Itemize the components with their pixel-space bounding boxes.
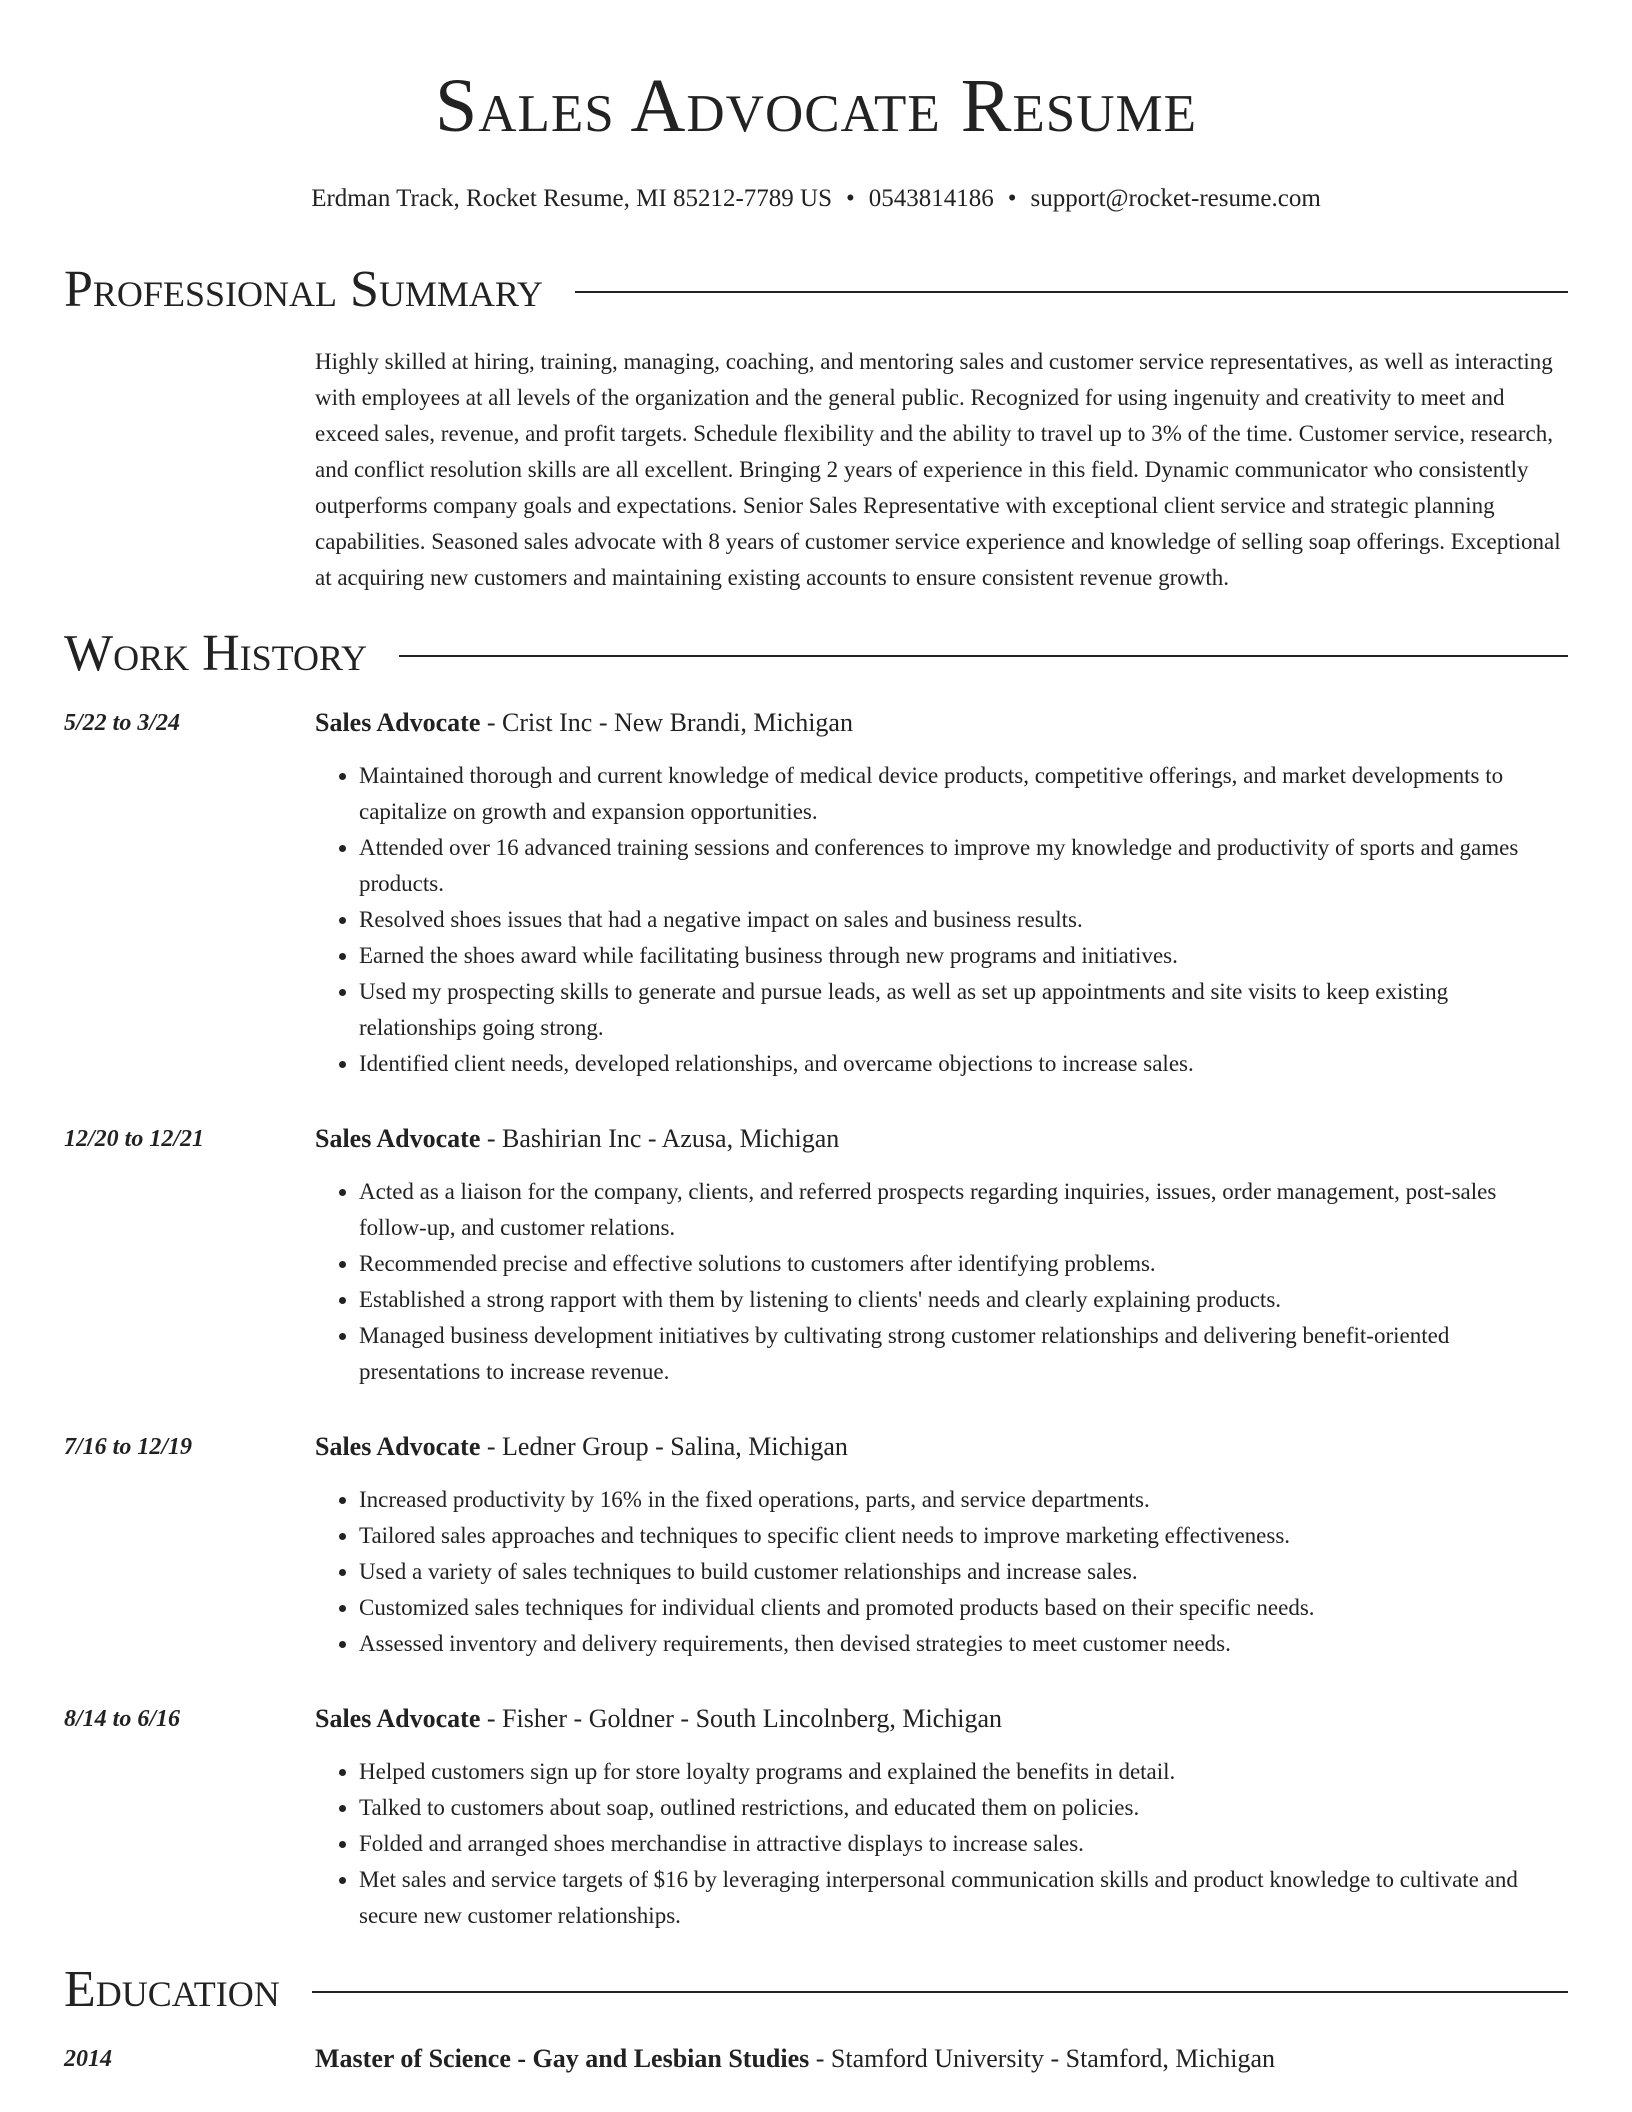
list-item: • Acted as a liaison for the company, clients, and referred prospects regarding inquiries, issues, order management, post-sales follow-up, and customer relations.: [359, 1174, 1568, 1246]
job-role: Sales Advocate: [315, 1432, 481, 1461]
job-role: Sales Advocate: [315, 708, 481, 737]
contact-line: [64, 184, 1568, 214]
job-role: Sales Advocate: [315, 1124, 481, 1153]
job-dates: 12/20 to 12/21: [64, 1126, 205, 1152]
job-dates: 8/14 to 6/16: [64, 1706, 181, 1732]
job-details: - Crist Inc - New Brandi, Michigan: [480, 708, 853, 737]
list-item: • Tailored sales approaches and techniques to specific client needs to improve marketing effectiveness.: [359, 1518, 1568, 1554]
job-dates: 7/16 to 12/19: [64, 1434, 193, 1460]
job-bullets: [315, 1482, 1568, 1662]
summary-text: Highly skilled at hiring, training, managing, coaching, and mentoring sales and customer service representatives, as well as interacting with employees at all levels of the organization and the general public. Recognized for using ingenuity and creativity to meet and exceed sales, revenue, and profit targets. Schedule flexibility and the ability to travel up to 3% of the time. Customer service, research, and conflict resolution skills are all excellent. Bringing 2 years of experience in this field. Dynamic communicator who consistently outperforms company goals and expectations. Senior Sales Representative with exceptional client service and strategic planning capabilities. Seasoned sales advocate with 8 years of customer service experience and knowledge of selling soap offerings. Exceptional at acquiring new customers and maintaining existing accounts to ensure consistent revenue growth.: [315, 349, 1561, 590]
list-item: • Attended over 16 advanced training sessions and conferences to improve my knowledge and productivity of sports and games products.: [359, 830, 1568, 902]
contact-phone: 0543814186: [868, 185, 994, 212]
contact-separator: •: [1007, 185, 1017, 212]
job-entry: [64, 706, 1568, 1082]
job-title-line: [315, 1702, 1568, 1736]
job-title-line: [315, 1122, 1568, 1156]
section-divider: [399, 655, 1568, 657]
job-role: Sales Advocate: [315, 1704, 481, 1733]
section-divider: [575, 291, 1568, 293]
list-item: • Used my prospecting skills to generate and pursue leads, as well as set up appointments and site visits to keep existing relationships going strong.: [359, 974, 1568, 1046]
job-entry: [64, 1430, 1568, 1662]
job-entry: [64, 1702, 1568, 1934]
job-bullets: [315, 758, 1568, 1082]
job-bullets: [315, 1174, 1568, 1390]
section-divider: [312, 1991, 1568, 1993]
job-body: [315, 1430, 1568, 1662]
job-body: [315, 706, 1568, 1082]
list-item: • Helped customers sign up for store loyalty programs and explained the benefits in detail.: [359, 1754, 1568, 1790]
education-year: 2014: [64, 2046, 112, 2072]
education-heading: Education: [64, 1961, 280, 2018]
list-item: • Managed business development initiatives by cultivating strong customer relationships and delivering benefit-oriented presentations to increase revenue.: [359, 1318, 1568, 1390]
list-item: • Folded and arranged shoes merchandise in attractive displays to increase sales.: [359, 1826, 1568, 1862]
education-entry: [64, 2042, 1568, 2076]
list-item: • Assessed inventory and delivery requirements, then devised strategies to meet customer needs.: [359, 1626, 1568, 1662]
contact-separator: •: [845, 185, 855, 212]
job-dates: 5/22 to 3/24: [64, 710, 181, 736]
summary-heading: Professional Summary: [64, 261, 543, 318]
education-line: [315, 2042, 1275, 2076]
work-heading: Work History: [64, 625, 368, 682]
resume-title: Sales Advocate Resume: [434, 64, 1198, 148]
job-title-line: [315, 706, 1568, 740]
list-item: • Customized sales techniques for individual clients and promoted products based on their specific needs.: [359, 1590, 1568, 1626]
education-section-heading: [64, 1960, 1568, 2020]
list-item: • Met sales and service targets of $16 by leveraging interpersonal communication skills and product knowledge to cultivate and secure new customer relationships.: [359, 1862, 1568, 1934]
job-entry: [64, 1122, 1568, 1390]
list-item: • Established a strong rapport with them by listening to clients' needs and clearly explaining products.: [359, 1282, 1568, 1318]
list-item: • Earned the shoes award while facilitating business through new programs and initiatives.: [359, 938, 1568, 974]
summary-section-heading: [64, 260, 1568, 320]
list-item: • Increased productivity by 16% in the fixed operations, parts, and service departments.: [359, 1482, 1568, 1518]
job-body: [315, 1122, 1568, 1390]
job-bullets: [315, 1754, 1568, 1934]
list-item: • Used a variety of sales techniques to build customer relationships and increase sales.: [359, 1554, 1568, 1590]
job-details: - Fisher - Goldner - South Lincolnberg, Michigan: [480, 1704, 1002, 1733]
job-title-line: [315, 1430, 1568, 1464]
list-item: • Resolved shoes issues that had a negative impact on sales and business results.: [359, 902, 1568, 938]
job-details: - Ledner Group - Salina, Michigan: [480, 1432, 848, 1461]
list-item: • Maintained thorough and current knowledge of medical device products, competitive offerings, and market developments to capitalize on growth and expansion opportunities.: [359, 758, 1568, 830]
job-details: - Bashirian Inc - Azusa, Michigan: [480, 1124, 840, 1153]
contact-address: Erdman Track, Rocket Resume, MI 85212-7789 US: [311, 185, 832, 212]
education-degree: Master of Science - Gay and Lesbian Studies: [315, 2044, 810, 2073]
contact-email: support@rocket-resume.com: [1030, 185, 1321, 212]
list-item: • Identified client needs, developed relationships, and overcame objections to increase sales.: [359, 1046, 1568, 1082]
list-item: • Talked to customers about soap, outlined restrictions, and educated them on policies.: [359, 1790, 1568, 1826]
work-section-heading: [64, 624, 1568, 684]
job-body: [315, 1702, 1568, 1934]
education-details: - Stamford University - Stamford, Michigan: [809, 2044, 1276, 2073]
list-item: • Recommended precise and effective solutions to customers after identifying problems.: [359, 1246, 1568, 1282]
